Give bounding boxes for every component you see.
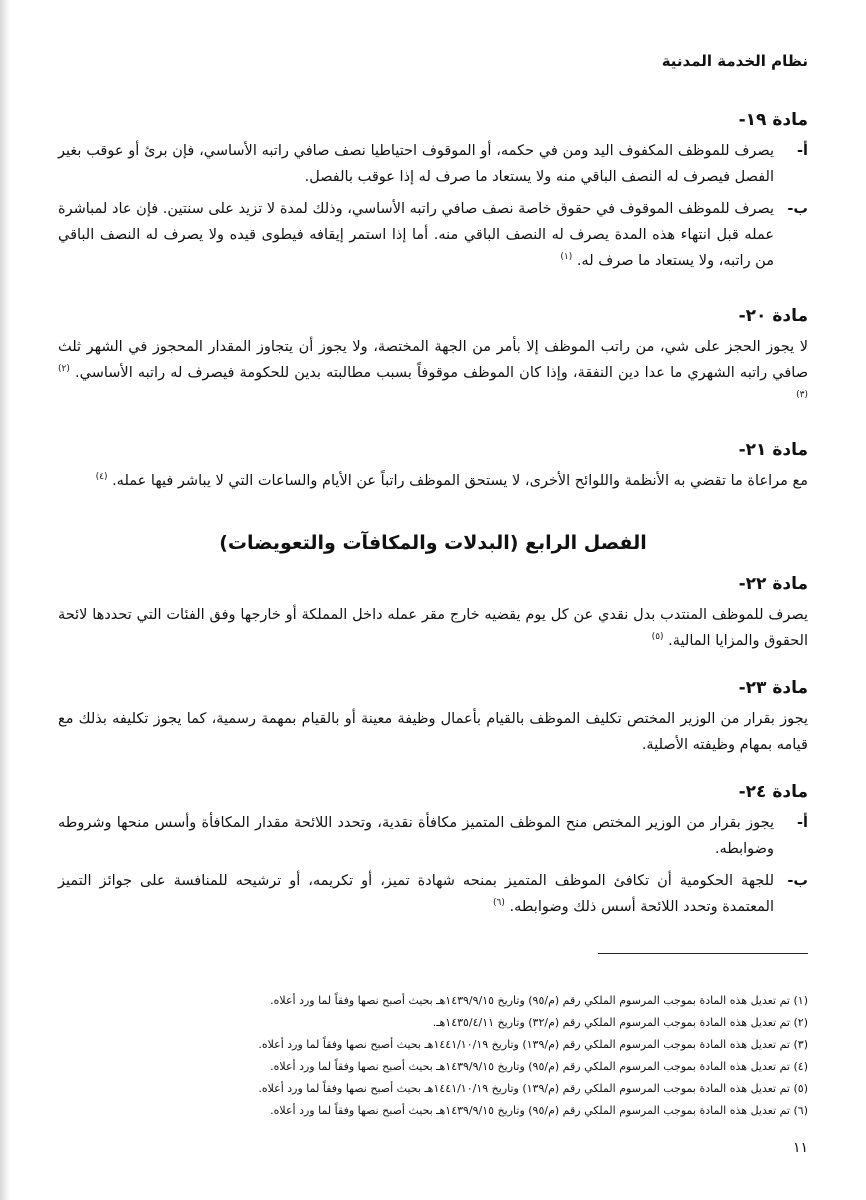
footnote-ref[interactable]: (٤) xyxy=(95,472,108,483)
article-22-title: مادة ٢٢- xyxy=(738,574,808,594)
paragraph-content: مع مراعاة ما تقضي به الأنظمة واللوائح الأخرى، لا يستحق الموظف راتباً عن الأيام والساعات التي لا يباشر فيها عمله. xyxy=(112,473,808,489)
footnote-3: (٣) تم تعديل هذه المادة بموجب المرسوم الملكي رقم (م/١٣٩) وتاريخ ١٤٤١/١٠/١٩هـ بحيث أصبح نصها وفقاً لما ورد أعلاه. xyxy=(258,1038,808,1051)
paragraph-content: يصرف للموظف المنتدب بدل نقدي عن كل يوم يقضيه خارج مقر عمله داخل المملكة أو خارجها وفق الفئات التي تحددها لائحة الحقوق والمزايا المالية. xyxy=(58,607,808,649)
article-21 xyxy=(58,440,808,494)
footnote-ref[interactable]: (١) xyxy=(560,252,573,263)
footnote-2: (٢) تم تعديل هذه المادة بموجب المرسوم الملكي رقم (م/٣٢) وتاريخ ١٤٣٥/٤/١١هـ. xyxy=(432,1016,808,1029)
article-20-title: مادة ٢٠- xyxy=(738,306,808,326)
chapter-title: الفصل الرابع (البدلات والمكافآت والتعويضات) xyxy=(219,532,647,554)
article-23-text: يجوز بقرار من الوزير المختص تكليف الموظف بالقيام بأعمال وظيفة معينة أو بالقيام بمهمة رسمية، كما يجوز تكليفه بذلك مع قيامه بمهام وظيفته الأصلية. xyxy=(58,711,808,753)
page-edge-shadow xyxy=(0,0,10,1200)
item-text-content: للجهة الحكومية أن تكافئ الموظف المتميز بمنحه شهادة تميز، أو تكريمه، أو ترشيحه للمنافسة على جوائز التميز المعتمدة وتحدد اللائحة أسس ذلك وضوابطه. xyxy=(58,873,774,915)
article-23-title: مادة ٢٣- xyxy=(738,678,808,698)
item-marker: أ- xyxy=(797,143,808,159)
article-22 xyxy=(58,574,808,654)
paragraph-content: لا يجوز الحجز على شي، من راتب الموظف إلا بأمر من الجهة المختصة، ولا يجوز أن يتجاوز المقدار المحجوز في الشهر ثلث صافي راتبه الشهري ما عدا دين النفقة، وإذا كان الموظف موقوفاً بسبب مطالبته بدين للحكومة فيصرف له راتبه الأساسي. xyxy=(58,339,809,381)
footnote-4: (٤) تم تعديل هذه المادة بموجب المرسوم الملكي رقم (م/٩٥) وتاريخ ١٤٣٩/٩/١٥هـ بحيث أصبح نصها وفقاً لما ورد أعلاه. xyxy=(270,1060,808,1073)
article-24-item-a xyxy=(58,810,808,862)
item-marker: ب- xyxy=(787,201,808,217)
item-text xyxy=(58,196,774,274)
footnotes xyxy=(58,990,808,1122)
footnote-ref[interactable]: (٦) xyxy=(493,898,505,909)
document-body xyxy=(58,110,808,926)
footnote-1: (١) تم تعديل هذه المادة بموجب المرسوم الملكي رقم (م/٩٥) وتاريخ ١٤٣٩/٩/١٥هـ بحيث أصبح نصها وفقاً لما ورد أعلاه. xyxy=(270,994,808,1007)
item-text-content: يصرف للموظف المكفوف اليد ومن في حكمه، أو الموقوف احتياطيا نصف صافي راتبه الأساسي، فإن برئ أو عوقب بغير الفصل فيصرف له النصف الباقي منه ولا يستعاد ما صرف له إذا عوقب بالفصل. xyxy=(58,143,774,185)
article-21-text xyxy=(58,468,808,494)
article-20 xyxy=(58,306,808,412)
page-header-title: نظام الخدمة المدنية xyxy=(661,52,808,70)
article-21-title: مادة ٢١- xyxy=(738,440,808,460)
item-marker: ب- xyxy=(787,873,808,889)
page-number: ١١ xyxy=(792,1140,808,1156)
footnote-ref[interactable]: (٥) xyxy=(651,632,664,643)
article-19-item-b xyxy=(58,196,808,274)
footnote-5: (٥) تم تعديل هذه المادة بموجب المرسوم الملكي رقم (م/١٣٩) وتاريخ ١٤٤١/١٠/١٩هـ بحيث أصبح نصها وفقاً لما ورد أعلاه. xyxy=(258,1082,808,1095)
article-23 xyxy=(58,678,808,758)
article-24-item-b xyxy=(58,868,808,920)
article-19 xyxy=(58,110,808,274)
footnote-6: (٦) تم تعديل هذه المادة بموجب المرسوم الملكي رقم (م/٩٥) وتاريخ ١٤٣٩/٩/١٥هـ بحيث أصبح نصها وفقاً لما ورد أعلاه. xyxy=(270,1104,808,1117)
article-19-title: مادة ١٩- xyxy=(738,110,808,130)
article-22-text xyxy=(58,602,808,654)
item-text xyxy=(58,868,774,920)
article-20-text xyxy=(58,334,808,412)
article-19-item-a xyxy=(58,138,808,190)
article-24-title: مادة ٢٤- xyxy=(738,782,808,802)
item-marker: أ- xyxy=(797,815,808,831)
footnote-divider xyxy=(598,953,808,954)
item-text xyxy=(58,138,774,190)
item-text-content: يصرف للموظف الموقوف في حقوق خاصة نصف صافي راتبه الأساسي، وذلك لمدة لا تزيد على سنتين. فإن عاد لمباشرة عمله قبل انتهاء هذه المدة يصرف له النصف الباقي منه. أما إذا استمر إيقافه فيطوى قيده ولا يصرف له النصف الباقي من راتبه، ولا يستعاد ما صرف له. xyxy=(58,201,774,269)
item-text: يجوز بقرار من الوزير المختص منح الموظف المتميز مكافأة نقدية، وتحدد اللائحة مقدار المكافأة وأسس منحها وشروطه وضوابطه. xyxy=(58,815,774,857)
article-24 xyxy=(58,782,808,920)
footnote-ref[interactable]: (٢)(٣) xyxy=(58,364,808,401)
